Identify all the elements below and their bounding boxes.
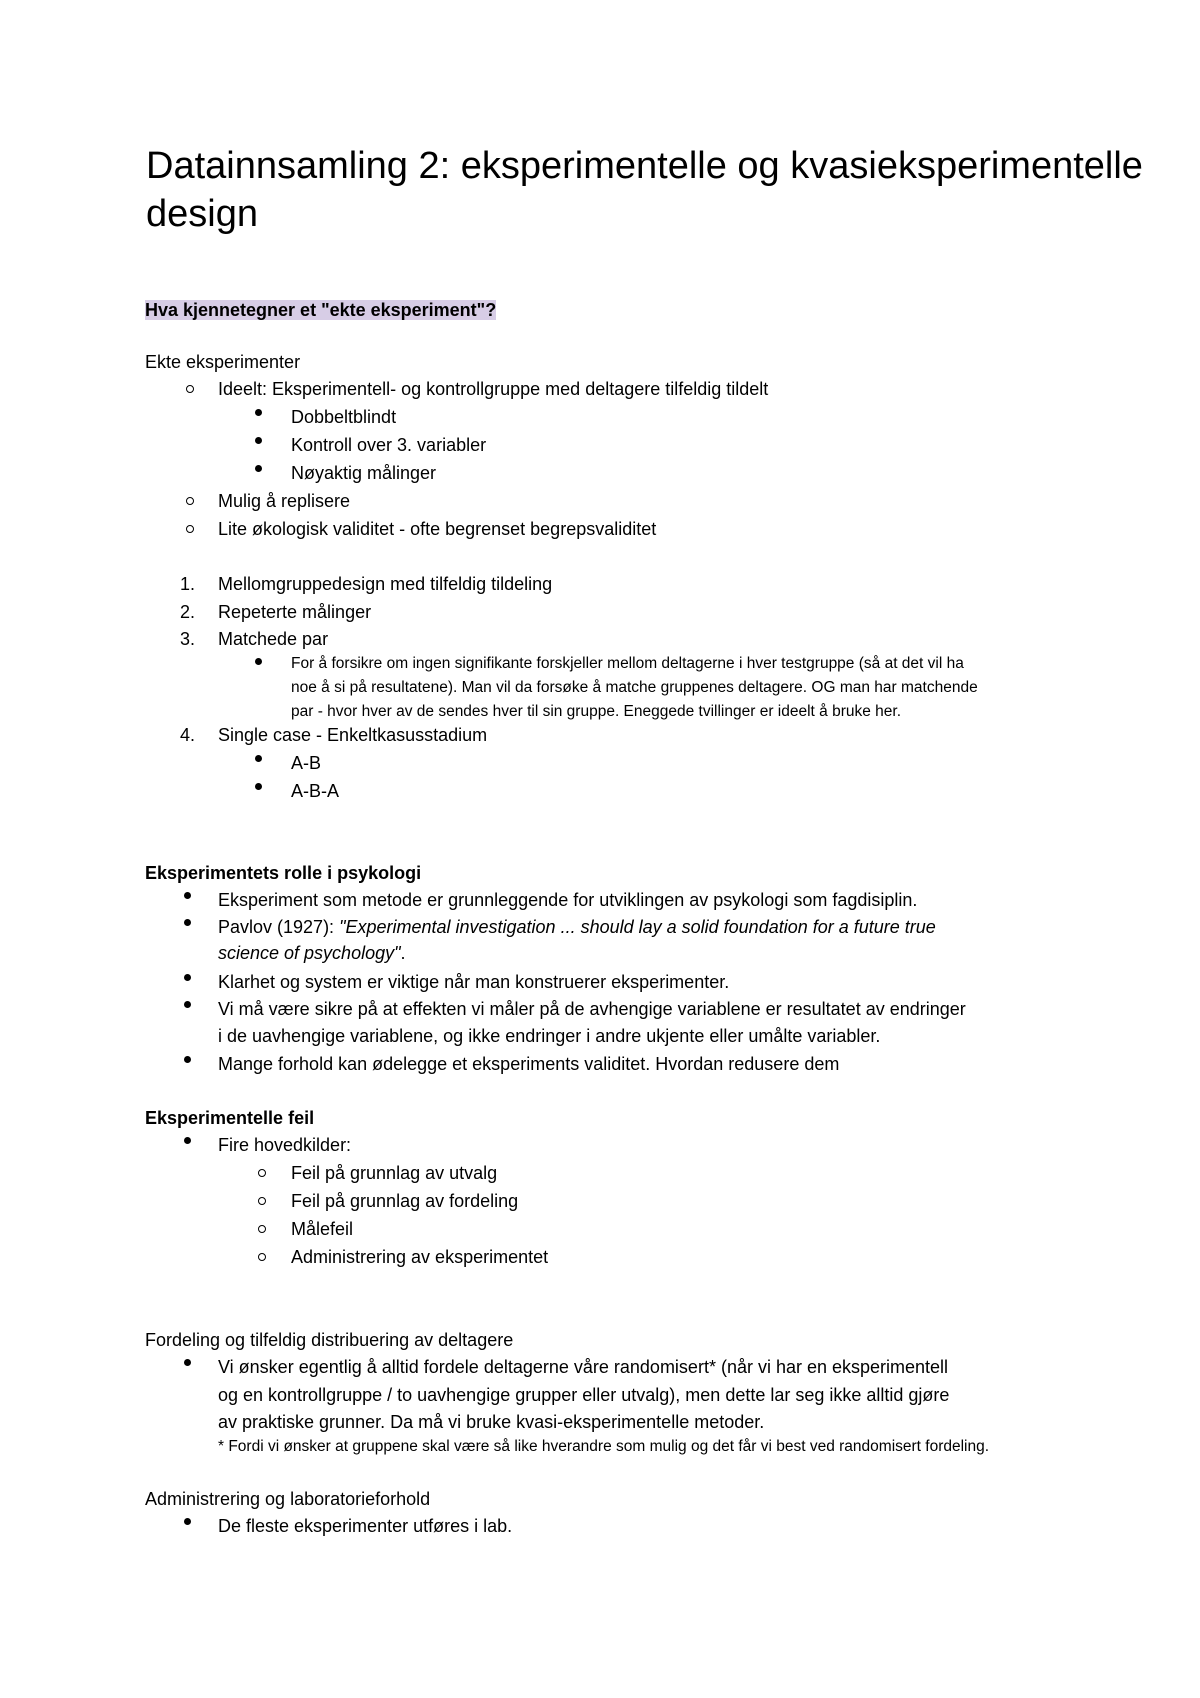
list-item: Matchede par	[218, 629, 329, 649]
circle-bullet-icon	[186, 497, 194, 505]
circle-bullet-icon	[258, 1253, 266, 1261]
list-item: Vi ønsker egentlig å alltid fordele deltagerne våre randomisert* (når vi har en eksperimentell	[218, 1357, 949, 1377]
bullet-icon	[184, 919, 191, 926]
list-number: 2.	[180, 602, 196, 622]
bullet-icon	[184, 1001, 191, 1008]
bullet-icon	[184, 1137, 191, 1144]
list-item: Ideelt: Eksperimentell- og kontrollgruppe med deltagere tilfeldig tildelt	[218, 379, 769, 399]
bullet-icon	[184, 892, 191, 899]
page-title	[146, 142, 1200, 238]
list-item: De fleste eksperimenter utføres i lab.	[218, 1516, 513, 1536]
list-item: Eksperiment som metode er grunnleggende for utviklingen av psykologi som fagdisiplin.	[218, 890, 918, 910]
circle-bullet-icon	[258, 1169, 266, 1177]
list-item: A-B	[291, 753, 322, 773]
list-item-continuation	[218, 941, 406, 965]
circle-bullet-icon	[258, 1197, 266, 1205]
bullet-icon	[184, 1359, 191, 1366]
list-item: Nøyaktig målinger	[291, 463, 437, 483]
list-item: Mellomgruppedesign med tilfeldig tildeling	[218, 574, 553, 594]
ekte-label: Ekte eksperimenter	[145, 352, 301, 372]
list-item: Administrering av eksperimentet	[291, 1247, 549, 1267]
list-number: 4.	[180, 725, 196, 745]
note-line: par - hvor hver av de sendes hver til sin gruppe. Eneggede tvillinger er ideelt å bruke her.	[291, 703, 902, 720]
list-item: Klarhet og system er viktige når man konstruerer eksperimenter.	[218, 972, 730, 992]
list-item: Dobbeltblindt	[291, 407, 397, 427]
list-item: Fire hovedkilder:	[218, 1135, 352, 1155]
list-item: Mange forhold kan ødelegge et eksperiments validitet. Hvordan redusere dem	[218, 1054, 840, 1074]
bullet-icon	[255, 755, 262, 762]
list-item-continuation: av praktiske grunner. Da må vi bruke kvasi-eksperimentelle metoder.	[218, 1412, 765, 1432]
circle-bullet-icon	[186, 385, 194, 393]
list-item-continuation: i de uavhengige variablene, og ikke endringer i andre ukjente eller umålte variabler.	[218, 1026, 881, 1046]
list-item: Feil på grunnlag av fordeling	[291, 1191, 519, 1211]
pavlov-quote-end: science of psychology"	[218, 943, 401, 963]
list-item: Repeterte målinger	[218, 602, 372, 622]
bullet-icon	[255, 658, 262, 665]
list-number: 3.	[180, 629, 196, 649]
section-heading: Eksperimentelle feil	[145, 1108, 315, 1128]
bullet-icon	[184, 1056, 191, 1063]
bullet-icon	[255, 783, 262, 790]
pavlov-quote: "Experimental investigation ... should lay a solid foundation for a future true	[339, 917, 936, 937]
list-item	[218, 915, 936, 939]
list-item: Kontroll over 3. variabler	[291, 435, 487, 455]
list-item: Single case - Enkeltkasusstadium	[218, 725, 488, 745]
note-line: noe å si på resultatene). Man vil da forsøke å matche gruppenes deltagere. OG man har matchende	[291, 679, 978, 696]
list-item: Feil på grunnlag av utvalg	[291, 1163, 498, 1183]
list-item: Vi må være sikre på at effekten vi måler på de avhengige variablene er resultatet av endringer	[218, 999, 966, 1019]
note-line: For å forsikre om ingen signifikante forskjeller mellom deltagerne i hver testgruppe (så at det vil ha	[291, 655, 964, 672]
pavlov-period: .	[400, 943, 406, 963]
bullet-icon	[184, 974, 191, 981]
section-heading: Fordeling og tilfeldig distribuering av deltagere	[145, 1330, 514, 1350]
circle-bullet-icon	[186, 525, 194, 533]
list-item: Lite økologisk validitet - ofte begrenset begrepsvaliditet	[218, 519, 657, 539]
title-text: Datainnsamling 2: eksperimentelle og kvasieksperimentelle design	[146, 145, 1143, 235]
section-heading: Administrering og laboratorieforhold	[145, 1489, 431, 1509]
list-item-continuation: og en kontrollgruppe / to uavhengige grupper eller utvalg), men dette lar seg ikke alltid gjøre	[218, 1385, 950, 1405]
question-heading	[145, 298, 496, 322]
bullet-icon	[255, 465, 262, 472]
list-item: Målefeil	[291, 1219, 354, 1239]
bullet-icon	[255, 437, 262, 444]
footnote: * Fordi vi ønsker at gruppene skal være så like hverandre som mulig og det får vi best ved randomisert fordeling.	[218, 1438, 990, 1455]
list-item: Mulig å replisere	[218, 491, 351, 511]
list-number: 1.	[180, 574, 196, 594]
bullet-icon	[184, 1518, 191, 1525]
circle-bullet-icon	[258, 1225, 266, 1233]
section-heading: Eksperimentets rolle i psykologi	[145, 863, 422, 883]
list-item: A-B-A	[291, 781, 340, 801]
bullet-icon	[255, 409, 262, 416]
pavlov-prefix: Pavlov (1927):	[218, 917, 340, 937]
highlighted-heading-text: Hva kjennetegner et "ekte eksperiment"?	[145, 300, 497, 320]
